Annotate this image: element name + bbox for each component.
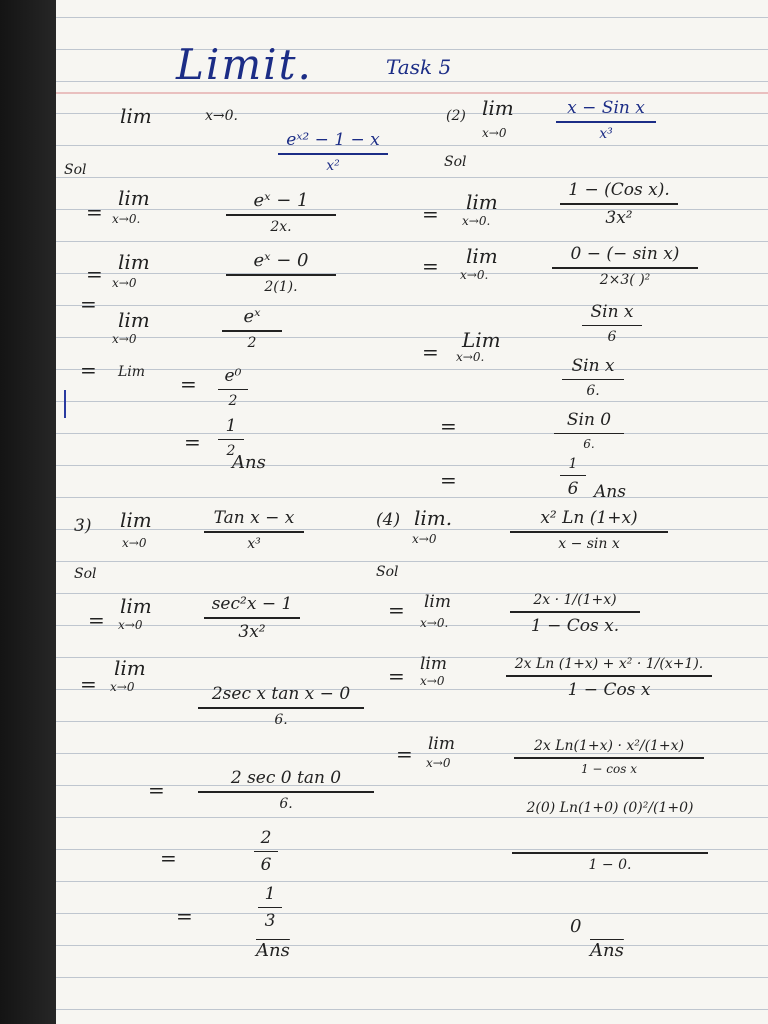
p2-answer-mark: Ans xyxy=(594,482,626,502)
p3-s4-frac xyxy=(254,828,278,875)
p2-label: (2) xyxy=(446,108,466,124)
p3-s1-den: 3x² xyxy=(238,622,266,642)
p2-eq-3: = xyxy=(422,340,439,364)
p1-s1-sub: x→0. xyxy=(112,212,141,226)
p4-denominator: x − sin x xyxy=(558,536,620,552)
p3-s3-den: 6. xyxy=(279,796,293,812)
p2-s5-num: Sin 0 xyxy=(566,410,612,430)
p4-numerator: x² Ln (1+x) xyxy=(540,508,638,528)
p3-s5-den: 3 xyxy=(264,911,276,931)
p2-s1-frac xyxy=(560,180,678,228)
p1-denominator: x² xyxy=(326,158,340,174)
page-shadow-strip xyxy=(0,0,56,1024)
p3-s3-num: 2 sec 0 tan 0 xyxy=(230,768,342,788)
p3-s1-sub: x→0 xyxy=(118,618,143,632)
p2-sub: x→0 xyxy=(482,126,507,140)
p4-s2-den: 1 − Cos x xyxy=(567,680,651,700)
p2-eq-4: = xyxy=(440,414,457,438)
p3-s2-frac xyxy=(198,684,364,728)
p1-s4-den: 2 xyxy=(228,393,238,409)
p3-s2-sub: x→0 xyxy=(110,680,135,694)
p2-s4-num: Sin x xyxy=(571,356,615,376)
p1-s2-lim: lim xyxy=(118,250,150,274)
p3-s2-num: 2sec x tan x − 0 xyxy=(211,684,351,704)
p1-sol: Sol xyxy=(64,162,87,178)
p3-lim: lim xyxy=(120,508,152,532)
p1-s1-frac xyxy=(226,190,336,235)
p4-fraction xyxy=(510,508,668,552)
p1-eq-3: = xyxy=(80,292,97,316)
p1-s1-lim: lim xyxy=(118,186,150,210)
p4-s3-den: 1 − cos x xyxy=(580,762,637,776)
p1-s2-sub: x→0 xyxy=(112,276,137,290)
p3-eq-4: = xyxy=(160,846,177,870)
p3-s4-num: 2 xyxy=(260,828,272,848)
p4-s1-sub: x→0. xyxy=(420,616,449,630)
p4-s1-num: 2x · 1/(1+x) xyxy=(533,592,617,608)
p2-s5-den: 6. xyxy=(583,437,595,451)
p2-eq-1: = xyxy=(422,202,439,226)
p2-s6-frac xyxy=(560,456,586,499)
p3-s2-den: 6. xyxy=(274,712,288,728)
p1-eq-6: = xyxy=(184,430,201,454)
p1-s3-frac xyxy=(222,306,282,351)
p2-s1-lim: lim xyxy=(466,190,498,214)
p4-s4-frac xyxy=(512,800,708,873)
p4-s3-num: 2x Ln(1+x) · x²/(1+x) xyxy=(533,738,685,754)
p3-s2-lim: lim xyxy=(114,656,146,680)
p4-s2-frac xyxy=(506,656,712,700)
p3-s1-lim: lim xyxy=(120,594,152,618)
p2-eq-5: = xyxy=(440,468,457,492)
p4-eq-1: = xyxy=(388,598,405,622)
p2-s3-lim: Lim xyxy=(462,328,501,352)
p2-s2-den: 2×3( )² xyxy=(599,272,651,288)
p2-s1-sub: x→0. xyxy=(462,214,491,228)
p2-lim: lim xyxy=(482,96,514,120)
margin-line xyxy=(56,92,768,94)
p3-denominator: x³ xyxy=(247,536,261,552)
p2-s1-num: 1 − (Cos x). xyxy=(568,180,670,200)
p1-eq-1: = xyxy=(86,200,103,224)
p4-sub: x→0 xyxy=(412,532,437,546)
p3-eq-2: = xyxy=(80,672,97,696)
p4-s1-den: 1 − Cos x. xyxy=(530,616,620,636)
p1-s1-den: 2x. xyxy=(270,219,292,235)
p2-s6-num: 1 xyxy=(568,456,578,472)
p2-numerator: x − Sin x xyxy=(567,98,645,118)
p1-lim: lim xyxy=(120,104,152,128)
p2-s3-sub: x→0. xyxy=(456,350,485,364)
p4-s3-sub: x→0 xyxy=(426,756,451,770)
p2-s3-den: 6 xyxy=(607,329,617,345)
p1-s4-frac xyxy=(218,366,248,409)
p3-s1-num: sec²x − 1 xyxy=(211,594,293,614)
p4-eq-2: = xyxy=(388,664,405,688)
p4-s4-den: 1 − 0. xyxy=(588,857,632,873)
p2-s4-den: 6. xyxy=(586,383,600,399)
p2-s3-frac xyxy=(582,302,642,345)
p1-s4-num: e⁰ xyxy=(224,366,242,386)
p1-s2-den: 2(1). xyxy=(264,279,298,295)
p1-eq-5: = xyxy=(180,372,197,396)
p4-answer-mark: $\overline{Ans}$ xyxy=(590,940,624,961)
p3-label: 3) xyxy=(74,516,92,536)
p4-result: 0 xyxy=(570,916,582,937)
p3-s1-frac xyxy=(204,594,300,642)
p1-sub: x→0. xyxy=(205,108,238,124)
p4-eq-3: = xyxy=(396,742,413,766)
p2-fraction xyxy=(556,98,656,142)
p3-sol: Sol xyxy=(74,566,97,582)
p4-s2-sub: x→0 xyxy=(420,674,445,688)
p1-s4-lim: Lim xyxy=(118,364,146,380)
p4-s3-lim: lim xyxy=(428,734,455,754)
p2-s2-lim: lim xyxy=(466,244,498,268)
p3-sub: x→0 xyxy=(122,536,147,550)
p2-denominator: x³ xyxy=(599,126,613,142)
p2-eq-2: = xyxy=(422,254,439,278)
p2-s4-frac xyxy=(562,356,624,399)
p4-s2-lim: lim xyxy=(420,654,447,674)
p4-s3-frac xyxy=(514,738,704,776)
p3-numerator: Tan x − x xyxy=(213,508,295,528)
task-label: Task 5 xyxy=(386,55,452,79)
p2-s5-frac xyxy=(554,410,624,451)
p3-s3-frac xyxy=(198,768,374,812)
page-title: Limit. xyxy=(176,40,313,89)
p1-s5-num: 1 xyxy=(225,416,237,436)
p3-s4-den: 6 xyxy=(260,855,272,875)
p2-s6-den: 6 xyxy=(567,479,579,499)
p1-s3-num: eˣ xyxy=(243,306,261,327)
p3-eq-5: = xyxy=(176,904,193,928)
p1-s3-sub: x→0 xyxy=(112,332,137,346)
p4-s4-num: 2(0) Ln(1+0) (0)²/(1+0) xyxy=(526,800,694,816)
p3-eq-1: = xyxy=(88,608,105,632)
p4-lim: lim. xyxy=(414,506,453,530)
p1-fraction xyxy=(278,130,388,174)
p1-s1-num: eˣ − 1 xyxy=(253,190,309,211)
p2-s1-den: 3x² xyxy=(605,208,633,228)
p1-s2-num: eˣ − 0 xyxy=(253,250,309,271)
p4-label: (4) xyxy=(376,510,401,530)
p1-numerator: eˣ² − 1 − x xyxy=(286,130,380,150)
p1-eq-4: = xyxy=(80,358,97,382)
p2-sol: Sol xyxy=(444,154,467,170)
p3-fraction xyxy=(204,508,304,552)
p3-s5-num: 1 xyxy=(264,884,276,904)
p3-answer-mark: $\overline{Ans}$ xyxy=(256,940,290,961)
p3-eq-3: = xyxy=(148,778,165,802)
p3-s5-frac xyxy=(258,884,282,931)
p2-s2-num: 0 − (− sin x) xyxy=(570,244,680,264)
p1-eq-2: = xyxy=(86,262,103,286)
p2-s2-frac xyxy=(552,244,698,288)
p2-s3-num: Sin x xyxy=(590,302,634,322)
ink-mark xyxy=(64,390,66,418)
p1-s3-lim: lim xyxy=(118,308,150,332)
p1-answer-mark: Ans xyxy=(232,452,266,473)
p1-s3-den: 2 xyxy=(247,335,257,351)
p4-s2-num: 2x Ln (1+x) + x² · 1/(x+1). xyxy=(514,656,704,672)
p4-sol: Sol xyxy=(376,564,399,580)
p4-s1-lim: lim xyxy=(424,592,451,612)
p2-s2-sub: x→0. xyxy=(460,268,489,282)
p1-s2-frac xyxy=(226,250,336,295)
p4-s1-frac xyxy=(510,592,640,636)
p1-s5-den: 2 xyxy=(226,443,236,459)
